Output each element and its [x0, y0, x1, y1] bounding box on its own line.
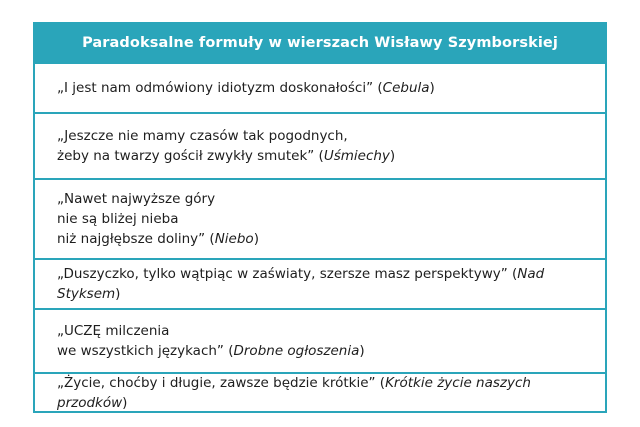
table-title: Paradoksalne formuły w wierszach Wisławy Szymborskiej: [82, 35, 558, 51]
source-title: Cebula: [382, 80, 430, 96]
quote-text: „Jeszcze nie mamy czasów tak pogodnych, żeby na twarzy gościł zwykły smutek” (Uśmiechy): [57, 128, 396, 164]
quotes-table: [33, 22, 607, 413]
quote-row: [35, 62, 605, 112]
quote-text: „Nawet najwyższe góry nie są bliżej nieba niż najgłębsze doliny” (Niebo): [57, 191, 259, 247]
source-title: Drobne ogłoszenia: [233, 343, 360, 359]
source-title: Uśmiechy: [323, 148, 390, 164]
quote-text: „I jest nam odmówiony idiotyzm doskonałości” (Cebula): [57, 80, 435, 96]
quote-row: [35, 112, 605, 178]
source-title: Krótkie życie naszych przodków: [57, 374, 531, 411]
quote-row: [35, 178, 605, 258]
quote-text: „Duszyczko, tylko wątpiąc w zaświaty, szersze masz perspektywy” (Nad Styksem): [57, 266, 545, 302]
quote-row: [35, 372, 605, 411]
source-title: Niebo: [214, 231, 254, 247]
quote-row: [35, 258, 605, 308]
quote-text: „UCZĘ milczenia we wszystkich językach” (Drobne ogłoszenia): [57, 323, 365, 359]
table-body: [35, 62, 605, 411]
quote-text: „Życie, choćby i długie, zawsze będzie krótkie” (Krótkie życie naszych przodków): [57, 374, 531, 411]
quote-row: [35, 308, 605, 372]
table-header: [35, 24, 605, 62]
source-title: Nad Styksem: [57, 266, 545, 302]
